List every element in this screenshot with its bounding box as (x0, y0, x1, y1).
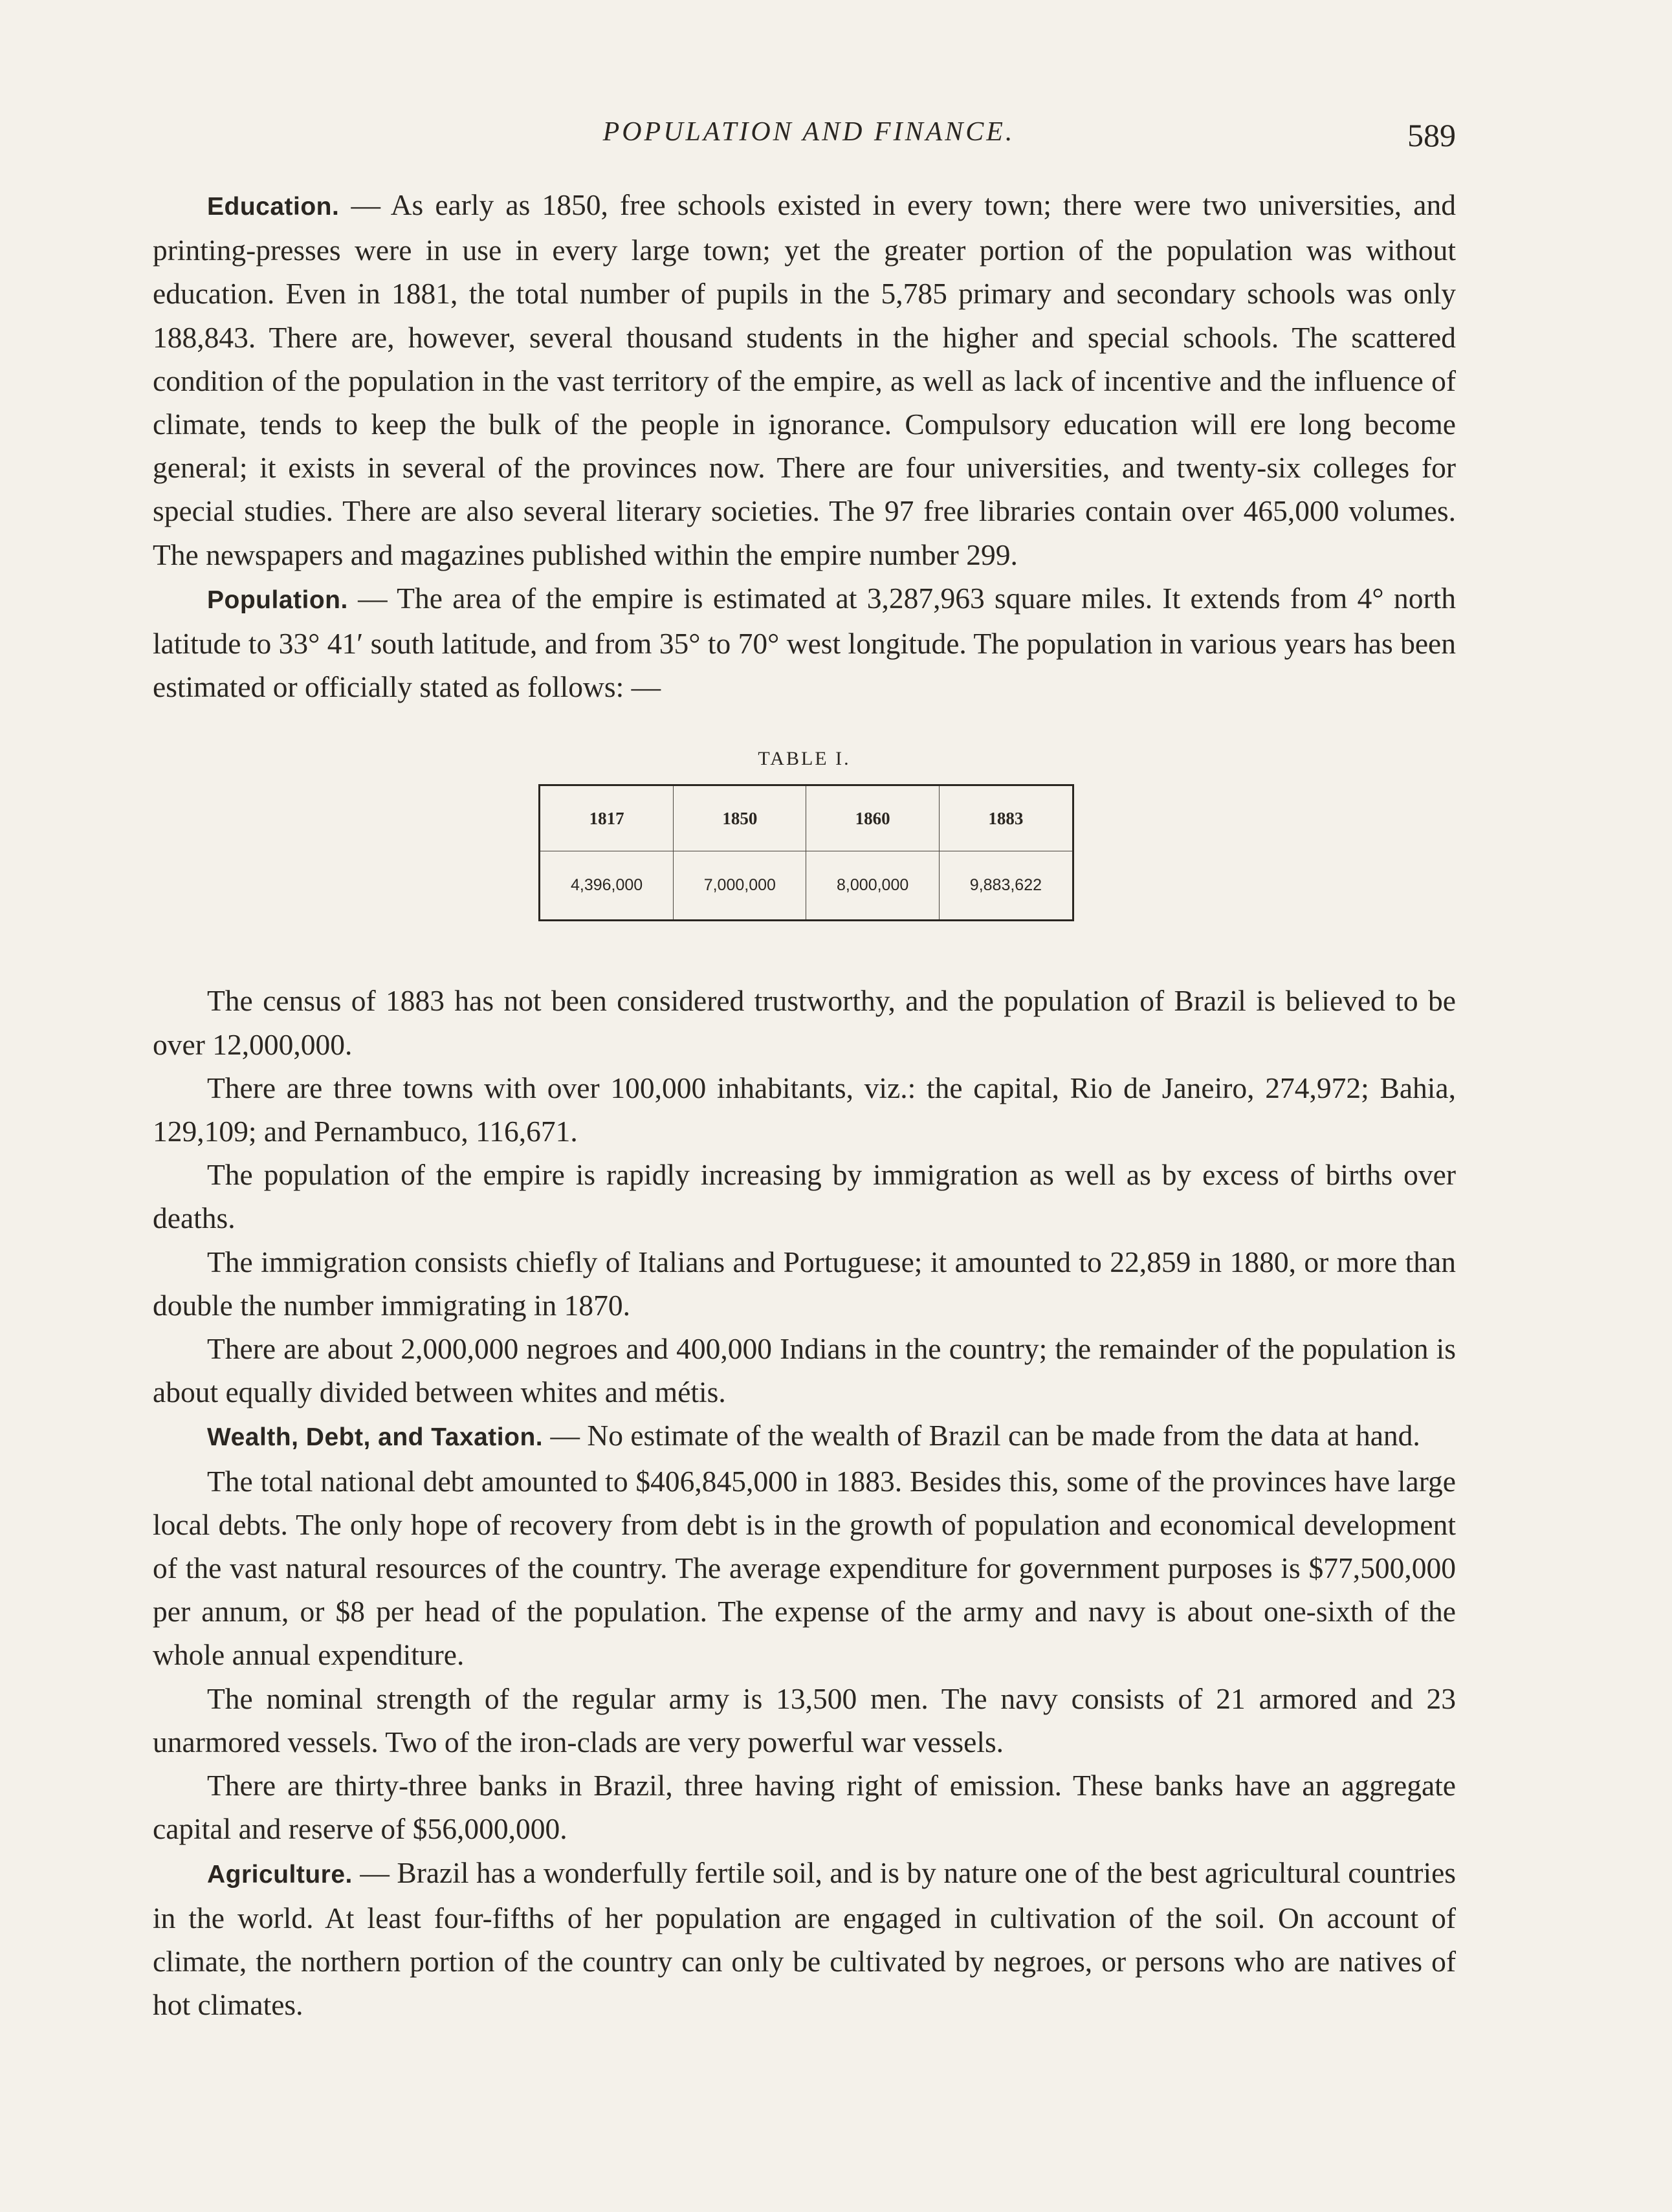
agriculture-paragraph (153, 1851, 1456, 2027)
table-header-row (540, 785, 1073, 851)
running-title: POPULATION AND FINANCE. (602, 117, 1015, 147)
table-cell: 4,396,000 (540, 851, 674, 921)
running-head (0, 116, 1672, 155)
table-section (153, 708, 1456, 979)
body-text (153, 183, 1456, 2026)
table-caption: TABLE I. (758, 748, 851, 770)
table-header-cell: 1860 (806, 785, 939, 851)
population-paragraph (153, 576, 1456, 709)
table-cell: 7,000,000 (674, 851, 806, 921)
wealth-heading: Wealth, Debt, and Taxation. (207, 1423, 544, 1452)
wealth-text: — No estimate of the wealth of Brazil can be made from the data at hand. (543, 1419, 1420, 1452)
education-heading: Education. (207, 193, 340, 221)
banks-paragraph: There are thirty-three banks in Brazil, three having right of emission. These banks have an aggregate capital and reserve of $56,000,000. (153, 1769, 1456, 1846)
growth-paragraph: The population of the empire is rapidly increasing by immigration as well as by excess of births over deaths. (153, 1158, 1456, 1235)
census-paragraph: The census of 1883 has not been considered trustworthy, and the population of Brazil is believed to be over 12,000,000. (153, 984, 1456, 1061)
population-heading: Population. (207, 586, 348, 614)
population-table (538, 784, 1074, 921)
immigration-paragraph: The immigration consists chiefly of Italians and Portuguese; it amounted to 22,859 in 1880, or more than double the number immigrating in 1870. (153, 1245, 1456, 1322)
education-text: — As early as 1850, free schools existed in every town; there were two universities, and printing-presses were in use in every large town; yet the greater portion of the population was without education. Even in 1881, the total number of pupils in the 5,785 primary and secondary schools was only 188,843. There are, however, several thousand students in the higher and special schools. The scattered condition of the population in the vast territory of the empire, as well as lack of incentive and the influence of climate, tends to keep the bulk of the people in ignorance. Compulsory education will ere long become general; it exists in several of the provinces now. There are four universities, and twenty-six colleges for special studies. There are also several literary societies. The 97 free libraries contain over 465,000 volumes. The newspapers and magazines published within the empire number 299. (153, 188, 1456, 571)
towns-paragraph: There are three towns with over 100,000 inhabitants, viz.: the capital, Rio de Janeiro, 274,972; Bahia, 129,109; and Pernambuco, 116,671. (153, 1071, 1456, 1148)
page-number: 589 (1407, 117, 1456, 153)
population-text: — The area of the empire is estimated at 3,287,963 square miles. It extends from 4° north latitude to 33° 41′ south latitude, and from 35° to 70° west longitude. The population in various years has been estimated or officially stated as follows: — (153, 581, 1456, 704)
table-header-cell: 1850 (674, 785, 806, 851)
table-cell: 8,000,000 (806, 851, 939, 921)
table-header-cell: 1817 (540, 785, 674, 851)
agriculture-heading: Agriculture. (207, 1860, 353, 1889)
table-cell: 9,883,622 (969, 876, 1042, 895)
wealth-paragraph (153, 1414, 1456, 1459)
education-paragraph (153, 183, 1456, 576)
debt-paragraph: The total national debt amounted to $406,845,000 in 1883. Besides this, some of the provinces have large local debts. The only hope of recovery from debt is in the growth of population and economical development of the vast natural resources of the country. The average expenditure for government purposes is $77,500,000 per annum, or $8 per head of the population. The expense of the army and navy is about one-sixth of the whole annual expenditure. (153, 1464, 1456, 1672)
army-paragraph: The nominal strength of the regular army is 13,500 men. The navy consists of 21 armored and 23 unarmored vessels. Two of the iron-clads are very powerful war vessels. (153, 1681, 1456, 1758)
composition-paragraph: There are about 2,000,000 negroes and 400,000 Indians in the country; the remainder of the population is about equally divided between whites and métis. (153, 1332, 1456, 1409)
agriculture-text: — Brazil has a wonderfully fertile soil, and is by nature one of the best agricultural countries in the world. At least four-fifths of her population are engaged in cultivation of the soil. On account of climate, the northern portion of the country can only be cultivated by negroes, or persons who are natives of hot climates. (153, 1856, 1456, 2022)
table-row (540, 851, 1073, 921)
table-header-cell: 1883 (939, 785, 1073, 851)
